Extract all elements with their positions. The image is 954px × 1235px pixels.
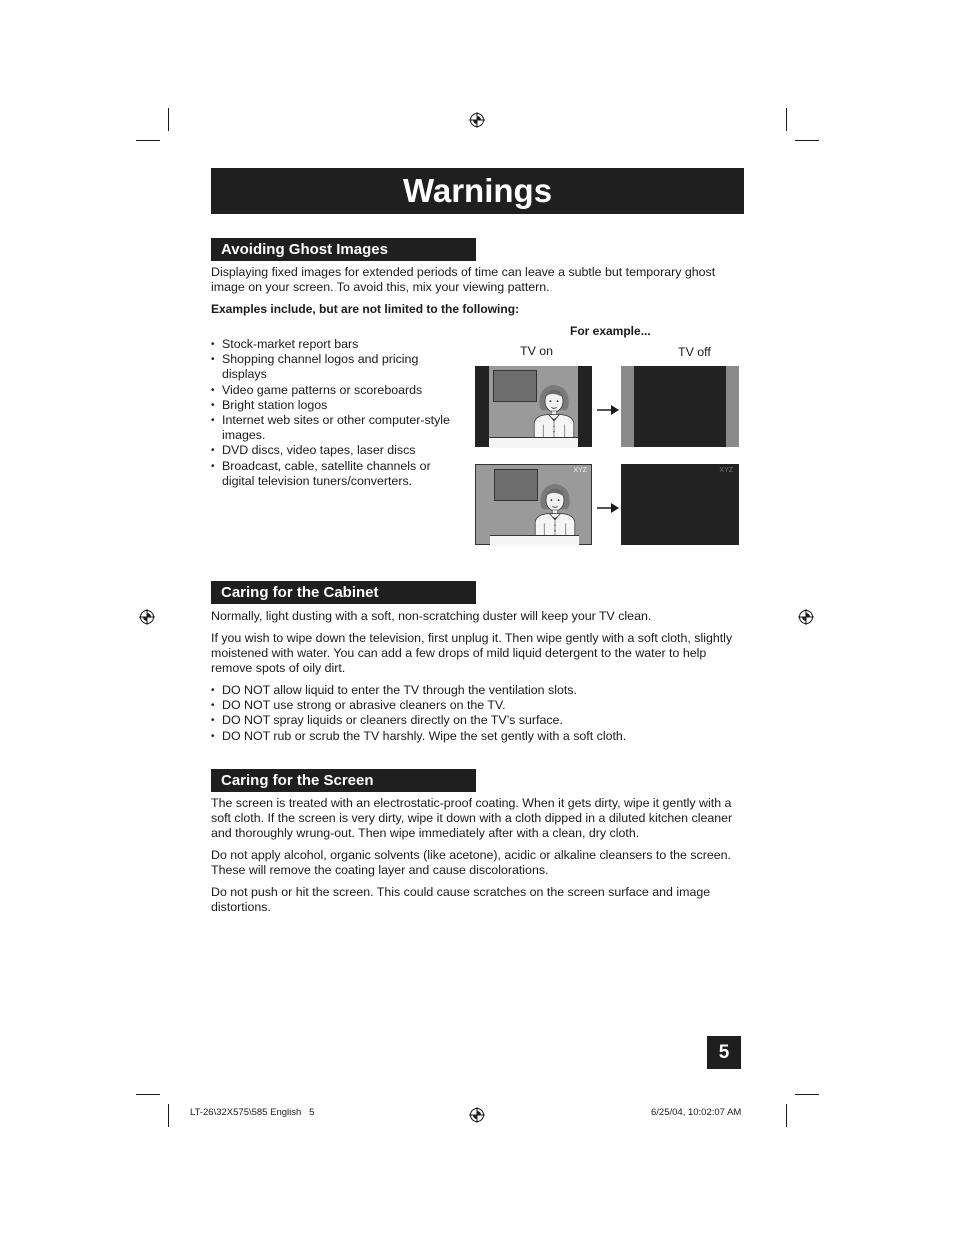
crop-mark <box>168 1104 169 1127</box>
page-number: 5 <box>707 1036 741 1069</box>
list-item: • DO NOT allow liquid to enter the TV through the ventilation slots. <box>211 683 746 698</box>
tv-off-screen-2 <box>621 464 739 545</box>
section-heading-screen: Caring for the Screen <box>211 769 476 792</box>
screen-paragraph-1: The screen is treated with an electrostatic-proof coating. When it gets dirty, wipe it gently with a soft cloth. If the screen is very dirty, wipe it down with a cloth dipped in a diluted kitchen cleaner and thoroughly wrung-out. Then wipe immediately after with a clean, dry cloth. <box>211 796 733 840</box>
list-item: • Bright station logos <box>211 398 461 413</box>
tv-off-label: TV off <box>678 345 711 359</box>
section-heading-cabinet: Caring for the Cabinet <box>211 581 476 604</box>
list-item: • DVD discs, video tapes, laser discs <box>211 443 461 458</box>
crop-mark <box>136 1094 160 1095</box>
list-item: • DO NOT use strong or abrasive cleaners on the TV. <box>211 698 746 713</box>
registration-mark-icon <box>469 1107 485 1123</box>
cabinet-paragraph-1: Normally, light dusting with a soft, non-scratching duster will keep your TV clean. <box>211 609 652 623</box>
page-title: Warnings <box>211 168 744 214</box>
crop-mark <box>795 140 819 141</box>
crop-mark <box>786 108 787 131</box>
arrow-right-icon <box>597 502 619 514</box>
cabinet-paragraph-2: If you wish to wipe down the television, first unplug it. Then wipe gently with a soft cloth, slightly moistened with water. You can add a few drops of mild liquid detergent to the water to help remove spots of oily dirt. <box>211 631 733 675</box>
list-item: • Shopping channel logos and pricing displays <box>211 352 461 382</box>
registration-mark-icon <box>139 609 155 625</box>
footer-file-info: LT-26\32X575\585 English 5 <box>190 1107 315 1118</box>
ghost-examples-lead: Examples include, but are not limited to the following: <box>211 302 520 316</box>
footer-timestamp: 6/25/04, 10:02:07 AM <box>651 1107 742 1118</box>
registration-mark-icon <box>798 609 814 625</box>
figure-caption: For example... <box>570 324 651 338</box>
tv-off-screen-1 <box>621 366 739 447</box>
cabinet-donts-list <box>211 683 746 744</box>
arrow-right-icon <box>597 404 619 416</box>
ghost-intro-paragraph: Displaying fixed images for extended periods of time can leave a subtle but temporary ghost image on your screen. To avoid this, mix your viewing pattern. <box>211 265 716 294</box>
tv-on-label: TV on <box>520 344 554 358</box>
crop-mark <box>136 140 160 141</box>
newscaster-icon <box>527 380 581 442</box>
crop-mark <box>795 1094 819 1095</box>
newscaster-icon <box>528 479 582 541</box>
screen-paragraph-2: Do not apply alcohol, organic solvents (like acetone), acidic or alkaline cleansers to the screen. These will remove the coating layer and cause discolorations. <box>211 848 731 877</box>
list-item: • Internet web sites or other computer-style images. <box>211 413 461 443</box>
station-logo-ghost: XYZ <box>719 467 733 474</box>
list-item: • DO NOT spray liquids or cleaners directly on the TV’s surface. <box>211 713 746 728</box>
tv-on-screen-2 <box>475 464 592 545</box>
registration-mark-icon <box>469 112 485 128</box>
list-item: • Stock-market report bars <box>211 337 461 352</box>
list-item: • Video game patterns or scoreboards <box>211 383 461 398</box>
section-heading-ghost-images: Avoiding Ghost Images <box>211 238 476 261</box>
ghost-examples-list <box>211 337 461 489</box>
list-item: • DO NOT rub or scrub the TV harshly. Wipe the set gently with a soft cloth. <box>211 729 746 744</box>
station-logo: XYZ <box>573 467 587 474</box>
list-item: • Broadcast, cable, satellite channels or digital television tuners/converters. <box>211 459 461 489</box>
crop-mark <box>786 1104 787 1127</box>
screen-paragraph-3: Do not push or hit the screen. This could cause scratches on the screen surface and image distortions. <box>211 885 711 914</box>
tv-on-screen-1 <box>475 366 592 447</box>
crop-mark <box>168 108 169 131</box>
